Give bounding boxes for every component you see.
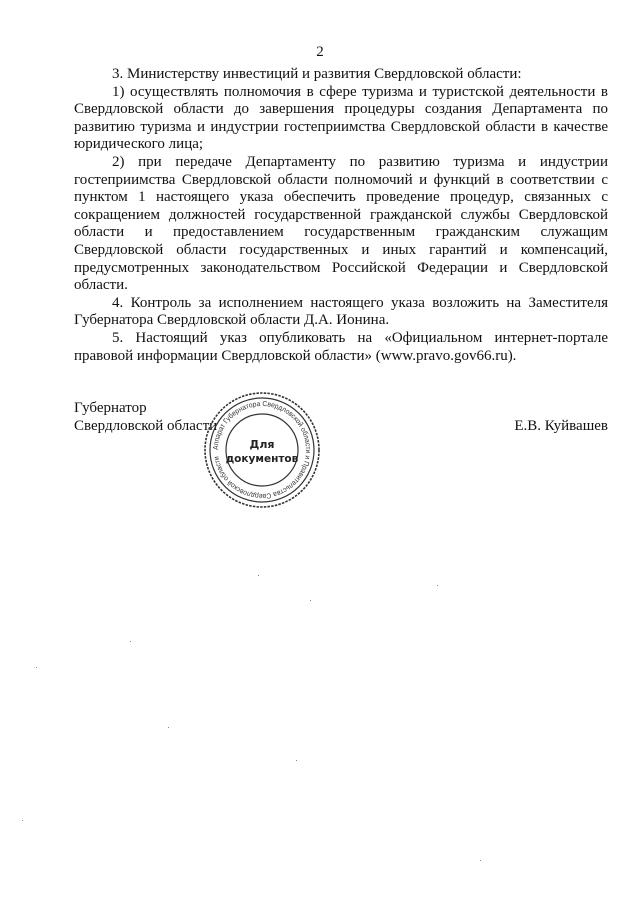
signatory-name: Е.В. Куйвашев	[514, 418, 608, 434]
page-number: 2	[316, 44, 324, 60]
scan-speck	[480, 860, 481, 861]
document-body	[74, 66, 608, 365]
paragraph-3-2: 2) при передаче Департаменту по развитию туризма и индустрии гостеприимства Свердловской области полномочий и функций в соответствии с пунктом 1 настоящего указа обеспечить проведение процедур, связанных с сокращением должностей государственной гражданской службы Свердловской области и предоставлением государственным гражданским служащим Свердловской области государственных и иных гарантий и компенсаций, предусмотренных законодательством Российской Федерации и Свердловской области.	[74, 153, 608, 294]
paragraph-3: 3. Министерству инвестиций и развития Свердловской области:	[112, 66, 522, 82]
paragraph-4: 4. Контроль за исполнением настоящего указа возложить на Заместителя Губернатора Свердловской области Д.А. Ионина.	[74, 294, 608, 329]
paragraph-3-1: 1) осуществлять полномочия в сфере туризма и туристской деятельности в Свердловской области до завершения процедуры создания Департамента по развитию туризма и индустрии гостеприимства Свердловской области в качестве юридического лица;	[74, 83, 608, 153]
stamp-center-line2: документов	[225, 453, 299, 465]
scan-speck	[437, 585, 438, 586]
signature-block	[74, 399, 608, 435]
scan-speck	[168, 727, 169, 728]
scan-speck	[130, 641, 131, 642]
stamp-center-line1: Для	[249, 438, 275, 451]
scan-speck	[296, 760, 297, 761]
scan-speck	[258, 575, 259, 576]
scan-speck	[22, 820, 23, 821]
paragraph-5: 5. Настоящий указ опубликовать на «Официальном интернет-портале правовой информации Свердловской области» (www.pravo.gov66.ru).	[74, 329, 608, 364]
scan-speck	[36, 667, 37, 668]
stamp-ring-text: Аппарат Губернатора Свердловской области и Правительства Свердловской области	[210, 398, 314, 502]
signatory-title-line1: Губернатор	[74, 400, 147, 416]
official-stamp	[202, 390, 322, 510]
scan-speck	[310, 600, 311, 601]
signatory-title-line2: Свердловской области	[74, 418, 218, 434]
